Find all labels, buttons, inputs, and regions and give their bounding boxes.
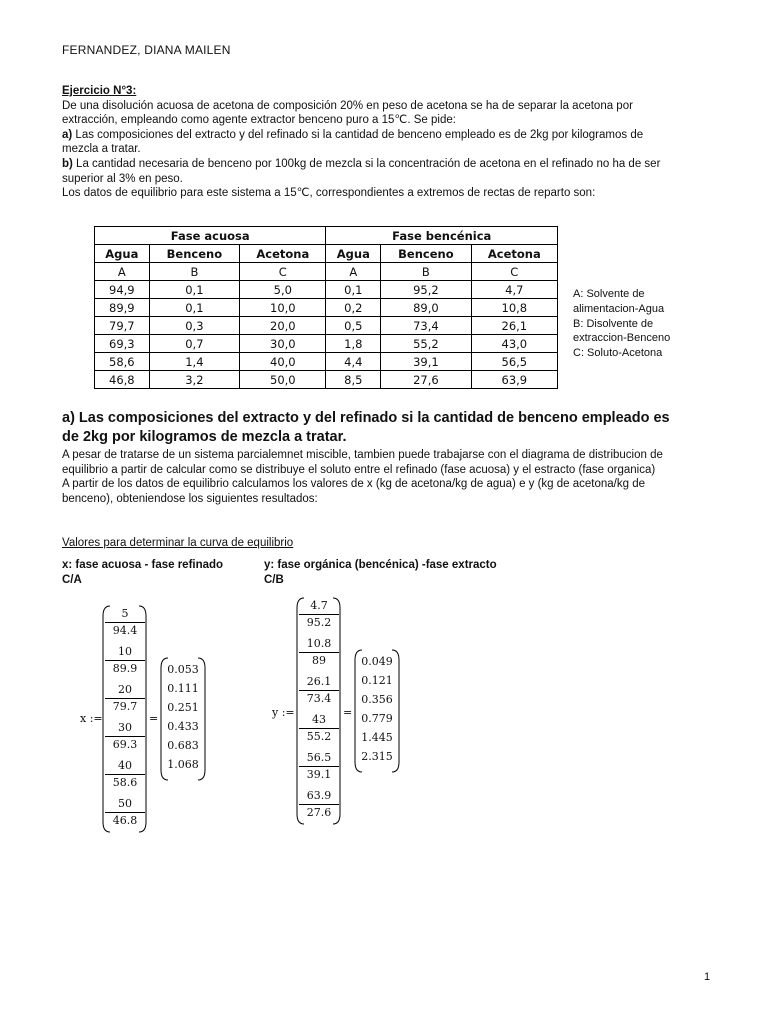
exercise-title: Ejercicio N°3: (62, 85, 137, 97)
table-cell: 89,9 (95, 299, 150, 317)
component-letter: B (149, 263, 240, 281)
table-cell: 30,0 (240, 335, 326, 353)
column-header: Acetona (471, 245, 557, 263)
table-cell: 0,5 (326, 317, 381, 335)
fraction: 20 79.7 (105, 682, 145, 715)
table-cell: 8,5 (326, 371, 381, 389)
result-value: 0.053 (167, 663, 199, 676)
table-cell: 26,1 (471, 317, 557, 335)
table-cell: 5,0 (240, 281, 326, 299)
table-cell: 4,4 (326, 353, 381, 371)
exercise-intro: De una disolución acuosa de acetona de composición 20% en peso de acetona se ha de separar la acetona por extracción, empleando como agente extractor benceno puro a 15℃. Se pide: (62, 99, 633, 127)
table-cell: 10,8 (471, 299, 557, 317)
table-cell: 27,6 (381, 371, 472, 389)
column-header: Benceno (149, 245, 240, 263)
table-cell: 56,5 (471, 353, 557, 371)
legend-item: A: Solvente de alimentacion-Agua (573, 288, 665, 315)
result-value: 2.315 (361, 750, 393, 763)
result-value: 0.683 (167, 739, 199, 752)
group-header-benzene: Fase bencénica (326, 227, 558, 245)
table-cell: 0,1 (149, 299, 240, 317)
result-value: 0.356 (361, 693, 393, 706)
x-label: x: fase acuosa - fase refinado C/A (62, 559, 224, 586)
column-header: Benceno (381, 245, 472, 263)
table-cell: 1,4 (149, 353, 240, 371)
fraction: 4.7 95.2 (299, 598, 339, 631)
y-assign: y := (272, 706, 295, 719)
x-assign: x := (80, 712, 103, 725)
table-cell: 58,6 (95, 353, 150, 371)
table-cell: 95,2 (381, 281, 472, 299)
fraction: 30 69.3 (105, 720, 145, 753)
table-cell: 55,2 (381, 335, 472, 353)
section-paragraph: A partir de los datos de equilibrio calculamos los valores de x (kg de acetona/kg de agua) e y (kg de acetona/kg de benceno), obteniendose los siguientes resultados: (62, 478, 646, 505)
table-cell: 4,7 (471, 281, 557, 299)
result-value: 0.433 (167, 720, 199, 733)
table-cell: 39,1 (381, 353, 472, 371)
fraction: 40 58.6 (105, 758, 145, 791)
component-letter: A (95, 263, 150, 281)
table-cell: 89,0 (381, 299, 472, 317)
component-letter: C (240, 263, 326, 281)
values-title: Valores para determinar la curva de equilibrio (62, 537, 294, 549)
table-cell: 79,7 (95, 317, 150, 335)
fraction: 50 46.8 (105, 796, 145, 829)
data-intro: Los datos de equilibrio para este sistema a 15℃, correspondientes a extremos de rectas de reparto son: (62, 187, 596, 200)
table-cell: 0,7 (149, 335, 240, 353)
column-header: Acetona (240, 245, 326, 263)
section-paragraph: A pesar de tratarse de un sistema parcialemnet miscible, tambien puede trabajarse con el diagrama de distribucion de equilibrio a partir de calcular como se distribuye el soluto entre el refinado (fase acuosa) y el estracto (fase organica) (62, 449, 663, 476)
section-heading: a) Las composiciones del extracto y del refinado si la cantidad de benceno empleado es de 2kg por kilogramos de mezcla a tratar. (62, 410, 670, 445)
fraction: 10 89.9 (105, 644, 145, 677)
result-value: 1.068 (167, 758, 199, 771)
equals-sign: = (343, 706, 353, 719)
result-value: 0.121 (361, 674, 393, 687)
component-letter: A (326, 263, 381, 281)
table-cell: 0,1 (149, 281, 240, 299)
fraction: 43 55.2 (299, 712, 339, 745)
exercise-item-b: b) La cantidad necesaria de benceno por 100kg de mezcla si la concentración de acetona en el refinado no ha de ser superior al 3% en peso. (62, 157, 661, 185)
table-cell: 69,3 (95, 335, 150, 353)
legend-item: C: Soluto-Acetona (573, 347, 663, 360)
fraction: 63.9 27.6 (299, 788, 339, 821)
column-header: Agua (326, 245, 381, 263)
component-letter: C (471, 263, 557, 281)
table-cell: 43,0 (471, 335, 557, 353)
page-number: 1 (704, 971, 711, 983)
author-name: FERNANDEZ, DIANA MAILEN (62, 43, 231, 57)
exercise-item-a: a) Las composiciones del extracto y del refinado si la cantidad de benceno empleado es de 2kg por kilogramos de mezcla a tratar. (62, 128, 644, 156)
component-letter: B (381, 263, 472, 281)
fraction: 10.8 89 (299, 636, 339, 669)
equals-sign: = (149, 712, 159, 725)
table-cell: 10,0 (240, 299, 326, 317)
result-value: 0.111 (167, 682, 199, 695)
table-cell: 94,9 (95, 281, 150, 299)
group-header-aqueous: Fase acuosa (95, 227, 326, 245)
table-cell: 46,8 (95, 371, 150, 389)
table-cell: 0,1 (326, 281, 381, 299)
table-cell: 20,0 (240, 317, 326, 335)
table-cell: 3,2 (149, 371, 240, 389)
table-cell: 1,8 (326, 335, 381, 353)
column-header: Agua (95, 245, 150, 263)
fraction: 5 94.4 (105, 606, 145, 639)
y-label: y: fase orgánica (bencénica) -fase extracto C/B (264, 559, 497, 586)
table-cell: 0,3 (149, 317, 240, 335)
table-cell: 0,2 (326, 299, 381, 317)
fraction: 56.5 39.1 (299, 750, 339, 783)
result-value: 0.779 (361, 712, 393, 725)
table-cell: 63,9 (471, 371, 557, 389)
result-value: 0.251 (167, 701, 199, 714)
result-value: 1.445 (361, 731, 393, 744)
table-cell: 73,4 (381, 317, 472, 335)
result-value: 0.049 (361, 655, 393, 668)
fraction: 26.1 73.4 (299, 674, 339, 707)
table-cell: 50,0 (240, 371, 326, 389)
table-cell: 40,0 (240, 353, 326, 371)
legend-item: B: Disolvente de extraccion-Benceno (573, 317, 671, 345)
